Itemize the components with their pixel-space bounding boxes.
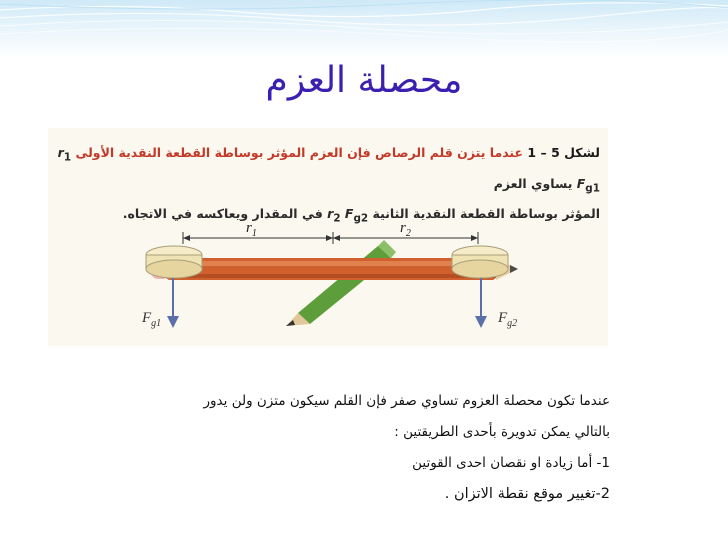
caption-line-1: لشكل 5 – 1 عندما يتزن قلم الرصاص فإن العزم المؤثر بوساطة القطعة النقدية الأولى $r_1$ $F_{g1}$ يساوي العزم — [57, 145, 600, 194]
figure-caption — [50, 140, 600, 232]
coin-right — [452, 246, 508, 278]
r1-label: $r_1$ — [246, 220, 257, 239]
r2-label: $r_2$ — [400, 220, 411, 239]
torque-figure — [48, 128, 608, 346]
body-line-2: بالتالي يمكن تدويرة بأحدى الطريقتين : — [394, 424, 610, 440]
wave-decoration — [0, 0, 728, 58]
page-title: محصلة العزم — [265, 60, 463, 101]
fg2-label: $F_{g2}$ — [498, 310, 518, 329]
body-line-3: 1- أما زيادة او نقصان احدى القوتين — [412, 455, 610, 471]
body-line-4: 2-تغيير موقع نقطة الاتزان . — [444, 486, 610, 502]
caption-line-2: المؤثر بوساطة القطعة النقدية الثانية $r_2$ $F_{g2}$ في المقدار ويعاكسه في الاتجاه. — [122, 206, 600, 225]
header-decoration — [0, 0, 728, 58]
body-line-1: عندما تكون محصلة العزوم تساوي صفر فإن القلم سيكون متزن ولن يدور — [203, 393, 610, 409]
body-text — [50, 386, 610, 510]
support-pencil — [286, 240, 396, 326]
fg1-label: $F_{g1}$ — [142, 310, 162, 329]
figure-number: لشكل 5 – 1 — [527, 145, 600, 160]
coin-left — [146, 246, 202, 278]
